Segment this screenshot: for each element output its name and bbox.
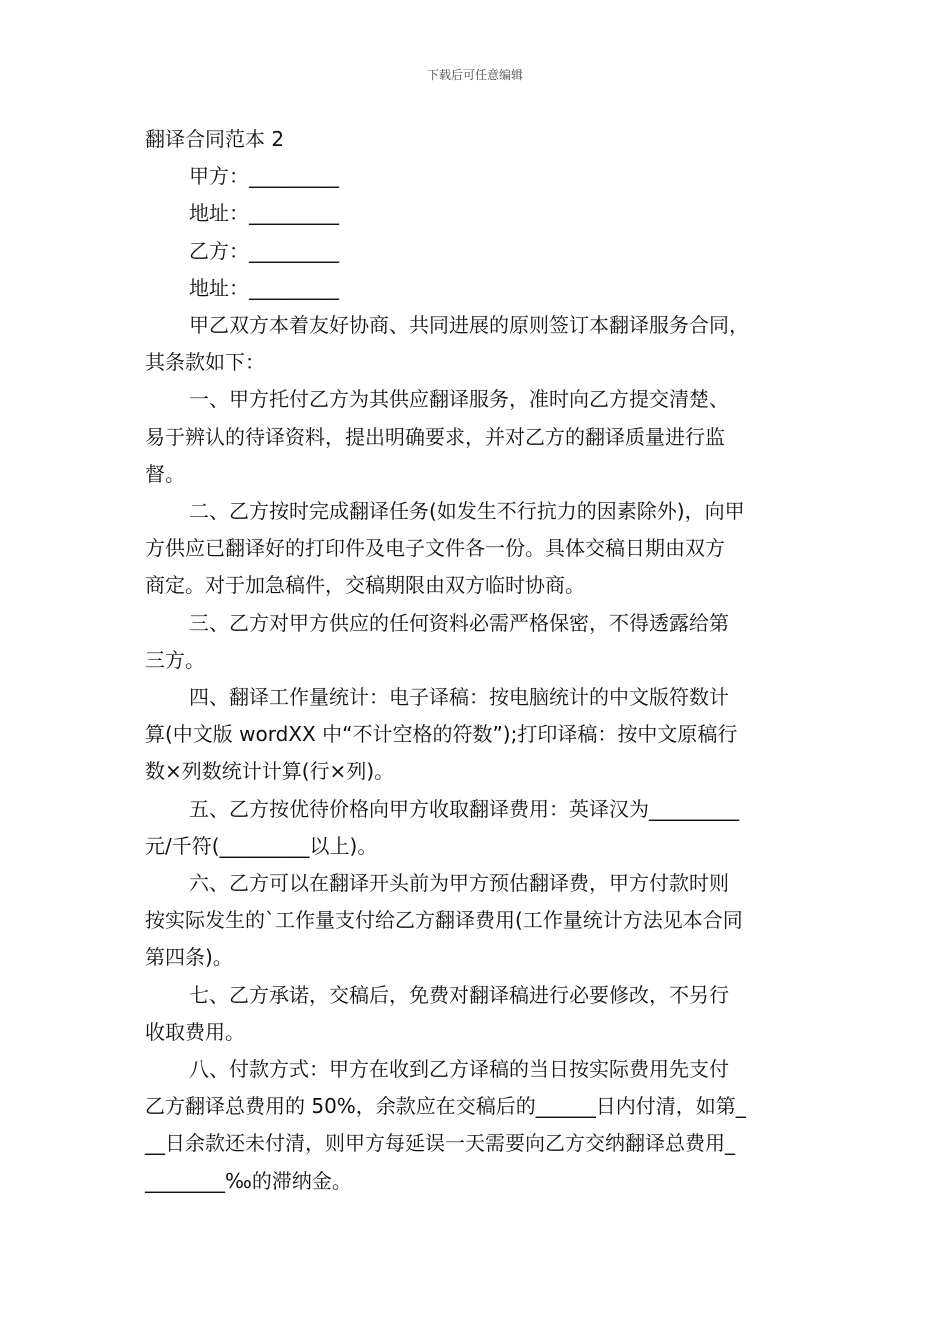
paragraph-line: 地址：_________ [189,201,339,226]
paragraph-line: 商定。对于加急稿件，交稿期限由双方临时协商。 [145,573,585,598]
paragraph-line: 其条款如下： [145,350,265,375]
paragraph-line: 算(中文版 wordXX 中“不计空格的符数”);打印译稿：按中文原稿行 [145,722,738,747]
paragraph-line: ________‰的滞纳金。 [145,1168,352,1193]
paragraph-line: 二、乙方按时完成翻译任务(如发生不行抗力的因素除外)，向甲 [189,499,745,524]
paragraph-line: 乙方翻译总费用的 50%，余款应在交稿后的______日内付清，如第_ [145,1094,746,1119]
paragraph-line: 三、乙方对甲方供应的任何资料必需严格保密，不得透露给第 [189,610,729,635]
paragraph-line: 三方。 [145,647,205,672]
paragraph-line: 第四条)。 [145,945,233,970]
paragraph-line: 八、付款方式：甲方在收到乙方译稿的当日按实际费用先支付 [189,1057,729,1082]
paragraph-line: 乙方：_________ [189,238,339,263]
paragraph-line: 按实际发生的`工作量支付给乙方翻译费用(工作量统计方法见本合同 [145,908,743,933]
paragraph-line: 数×列数统计计算(行×列)。 [145,759,395,784]
paragraph-line: 易于辨认的待译资料，提出明确要求，并对乙方的翻译质量进行监 [145,424,725,449]
paragraph-line: 方供应已翻译好的打印件及电子文件各一份。具体交稿日期由双方 [145,536,725,561]
paragraph-line: 甲乙双方本着友好协商、共同进展的原则签订本翻译服务合同， [189,313,749,338]
document-body [145,121,810,1200]
paragraph-line: 督。 [145,461,185,486]
paragraph-line: 六、乙方可以在翻译开头前为甲方预估翻译费，甲方付款时则 [189,871,729,896]
paragraph-line: 一、甲方托付乙方为其供应翻译服务，准时向乙方提交清楚、 [189,387,729,412]
page-header: 下载后可任意编辑 [426,68,523,82]
paragraph-line: __日余款还未付清，则甲方每延误一天需要向乙方交纳翻译总费用_ [145,1131,735,1156]
paragraph-line: 五、乙方按优待价格向甲方收取翻译费用：英译汉为_________ [189,796,739,821]
paragraph-line: 地址：_________ [189,275,339,300]
paragraph-line: 甲方：_________ [189,164,339,189]
paragraph-line: 收取费用。 [145,1019,245,1044]
document-title: 翻译合同范本 2 [145,127,285,151]
paragraph-line: 七、乙方承诺，交稿后，免费对翻译稿进行必要修改，不另行 [189,982,729,1007]
paragraph-line: 四、翻译工作量统计：电子译稿：按电脑统计的中文版符数计 [189,685,729,710]
paragraph-line: 元/千符(_________以上)。 [145,833,378,858]
